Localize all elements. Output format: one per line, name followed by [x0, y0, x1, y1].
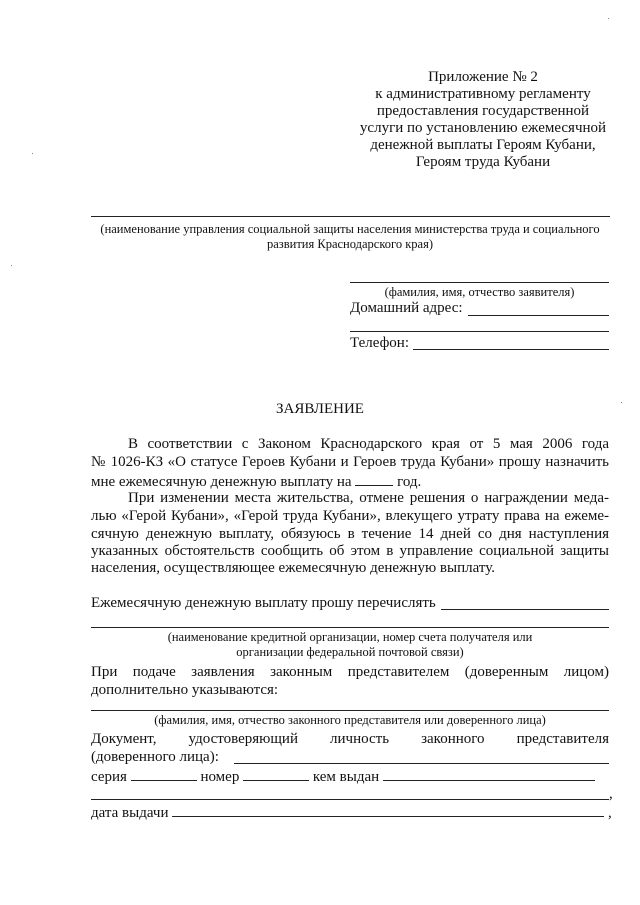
phone-label: Телефон:	[350, 335, 409, 351]
issue-date-field[interactable]	[172, 803, 604, 817]
p1-line1: В соответствии с Законом Краснодарского края от 5 мая 2006 года	[128, 436, 609, 452]
agency-caption-line: развития Краснодарского края)	[267, 237, 433, 251]
header-line: предоставления государственной	[376, 103, 590, 119]
applicant-fio-caption: (фамилия, имя, отчество заявителя)	[384, 285, 575, 299]
p1-line3-text: мне ежемесячную денежную выплату на	[91, 474, 352, 490]
payment-field-2[interactable]	[91, 627, 609, 628]
home-address-field-2[interactable]	[350, 331, 609, 332]
series-field[interactable]	[131, 767, 197, 781]
header-line: Приложение № 2	[428, 69, 538, 85]
number-label: номер	[200, 769, 240, 785]
p1-line2: № 1026-КЗ «О статусе Героев Кубани и Героев труда Кубани» прошу назначить	[91, 454, 609, 470]
header-line: Героям труда Кубани	[415, 154, 551, 170]
series-label: серия	[91, 769, 127, 785]
p2-line1: При изменении места жительства, отмене решения о награждении меда-	[128, 490, 609, 506]
rep-doc-line2: (доверенного лица):	[91, 749, 219, 765]
issued-by-label: кем выдан	[312, 769, 380, 785]
scan-speck	[608, 18, 609, 19]
rep-fio-caption: (фамилия, имя, отчество законного представителя или доверенного лица)	[154, 713, 546, 727]
payment-label: Ежемесячную денежную выплату прошу перечислять	[91, 595, 436, 611]
p2-line4: указанных обстоятельств сообщить об этом в управление социальной защиты	[91, 543, 609, 559]
payment-caption-line: организации федеральной почтовой связи)	[236, 645, 464, 659]
agency-caption-line: (наименование управления социальной защиты населения министерства труда и социального	[100, 222, 600, 236]
issue-date-label: дата выдачи	[91, 805, 169, 821]
year-field[interactable]	[355, 472, 393, 486]
header-line: услуги по установлению ежемесячной	[359, 120, 607, 136]
issue-date-row	[91, 803, 612, 822]
home-address-label: Домашний адрес:	[350, 300, 463, 316]
scan-speck	[621, 402, 622, 403]
agency-name-field[interactable]	[91, 216, 610, 217]
payment-caption	[91, 630, 609, 660]
p2-line3: сячную денежную выплату, обязуюсь в течение 14 дней со дня наступления	[91, 526, 609, 542]
document-title: ЗАЯВЛЕНИЕ	[276, 401, 364, 417]
phone-field[interactable]	[413, 349, 609, 350]
payment-caption-line: (наименование кредитной организации, номер счета получателя или	[167, 630, 533, 644]
passport-row	[91, 767, 616, 786]
appendix-header	[345, 69, 621, 171]
home-address-field[interactable]	[468, 315, 609, 316]
issued-by-comma: ,	[609, 786, 613, 802]
p2-line2: лью «Герой Кубани», «Герой труда Кубани», влекущего утрату права на ежеме-	[91, 508, 609, 524]
agency-caption	[60, 222, 640, 252]
payment-field[interactable]	[441, 609, 609, 610]
scan-speck	[11, 265, 12, 266]
issued-by-field[interactable]	[383, 767, 595, 781]
rep-intro-line2: дополнительно указываются:	[91, 682, 279, 698]
p1-line3-year-word: год.	[397, 474, 422, 490]
issue-date-comma: ,	[607, 805, 612, 821]
rep-doc-line1: Документ, удостоверяющий личность законного представителя	[91, 731, 609, 747]
issued-by-field-2[interactable]	[91, 799, 609, 800]
scan-speck	[32, 153, 33, 154]
number-field[interactable]	[243, 767, 309, 781]
applicant-fio-field[interactable]	[350, 282, 609, 283]
rep-intro-line1: При подаче заявления законным представителем (доверенным лицом)	[91, 664, 609, 680]
header-line: к административному регламенту	[375, 86, 591, 102]
p2-line5: населения, осуществляющее ежемесячную денежную выплату.	[91, 560, 495, 576]
p1-line3	[91, 472, 421, 491]
header-line: денежной выплаты Героям Кубани,	[370, 137, 596, 153]
rep-doc-field[interactable]	[234, 763, 609, 764]
rep-fio-field[interactable]	[91, 710, 609, 711]
